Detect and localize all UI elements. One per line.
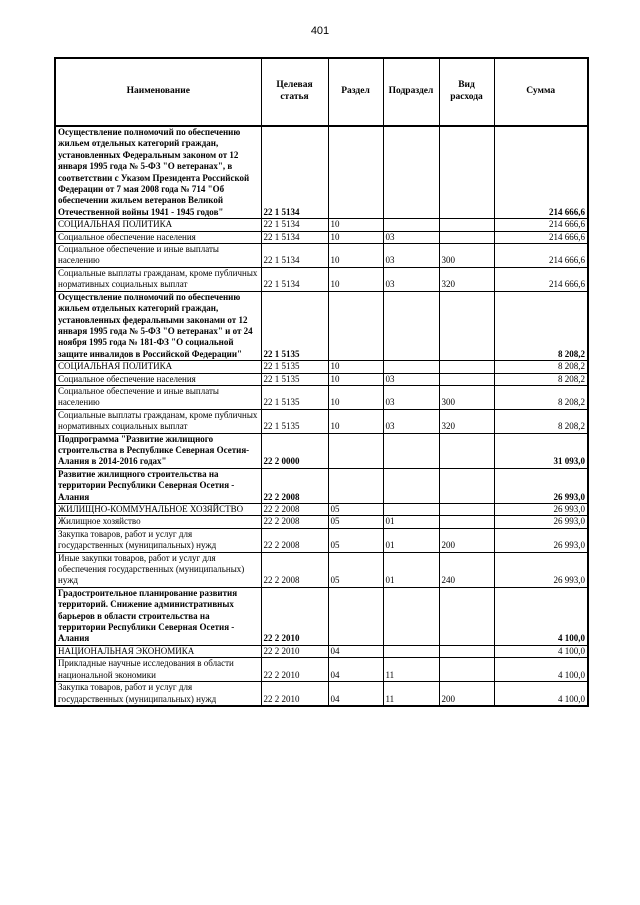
header-sum: Сумма bbox=[494, 58, 588, 126]
cell-target: 22 1 5135 bbox=[261, 291, 328, 360]
cell-sum: 26 993,0 bbox=[494, 468, 588, 503]
cell-name: Подпрограмма "Развитие жилищного строительства в Республике Северная Осетия-Алания в 2014-2016 годах" bbox=[55, 433, 261, 468]
header-expense-type: Вид расхода bbox=[439, 58, 494, 126]
cell-section bbox=[328, 433, 383, 468]
cell-section: 10 bbox=[328, 231, 383, 243]
table-row bbox=[55, 587, 588, 645]
table-row bbox=[55, 373, 588, 385]
cell-expense-type: 320 bbox=[439, 267, 494, 291]
cell-sum: 26 993,0 bbox=[494, 552, 588, 587]
cell-target: 22 2 0000 bbox=[261, 433, 328, 468]
table-row bbox=[55, 409, 588, 433]
cell-target: 22 1 5134 bbox=[261, 126, 328, 219]
header-subsection: Подраздел bbox=[383, 58, 439, 126]
cell-name: Закупка товаров, работ и услуг для государственных (муниципальных) нужд bbox=[55, 682, 261, 706]
table-row bbox=[55, 658, 588, 682]
cell-sum: 8 208,2 bbox=[494, 361, 588, 373]
cell-expense-type bbox=[439, 291, 494, 360]
table-row bbox=[55, 361, 588, 373]
cell-sum: 8 208,2 bbox=[494, 373, 588, 385]
cell-name: Закупка товаров, работ и услуг для государственных (муниципальных) нужд bbox=[55, 528, 261, 552]
cell-sum: 4 100,0 bbox=[494, 682, 588, 706]
cell-target: 22 2 2008 bbox=[261, 516, 328, 528]
cell-section: 04 bbox=[328, 645, 383, 657]
budget-table bbox=[54, 57, 589, 707]
cell-sum: 214 666,6 bbox=[494, 267, 588, 291]
cell-section: 05 bbox=[328, 504, 383, 516]
cell-sum: 8 208,2 bbox=[494, 385, 588, 409]
cell-target: 22 2 2008 bbox=[261, 552, 328, 587]
cell-expense-type bbox=[439, 504, 494, 516]
cell-expense-type bbox=[439, 468, 494, 503]
cell-subsection bbox=[383, 361, 439, 373]
cell-section bbox=[328, 291, 383, 360]
cell-name: НАЦИОНАЛЬНАЯ ЭКОНОМИКА bbox=[55, 645, 261, 657]
cell-sum: 214 666,6 bbox=[494, 231, 588, 243]
cell-subsection bbox=[383, 219, 439, 231]
table-row bbox=[55, 267, 588, 291]
page-number: 401 bbox=[310, 25, 330, 37]
cell-name: Социальное обеспечение населения bbox=[55, 373, 261, 385]
cell-expense-type bbox=[439, 219, 494, 231]
cell-name: СОЦИАЛЬНАЯ ПОЛИТИКА bbox=[55, 219, 261, 231]
table-row bbox=[55, 468, 588, 503]
table-row bbox=[55, 645, 588, 657]
header-target: Целевая статья bbox=[261, 58, 328, 126]
cell-name: Прикладные научные исследования в области национальной экономики bbox=[55, 658, 261, 682]
table-row bbox=[55, 126, 588, 219]
cell-subsection: 03 bbox=[383, 409, 439, 433]
cell-expense-type: 200 bbox=[439, 528, 494, 552]
cell-name: ЖИЛИЩНО-КОММУНАЛЬНОЕ ХОЗЯЙСТВО bbox=[55, 504, 261, 516]
cell-subsection: 11 bbox=[383, 658, 439, 682]
cell-sum: 214 666,6 bbox=[494, 244, 588, 268]
cell-expense-type bbox=[439, 516, 494, 528]
cell-subsection: 01 bbox=[383, 516, 439, 528]
cell-name: Социальные выплаты гражданам, кроме публичных нормативных социальных выплат bbox=[55, 409, 261, 433]
cell-target: 22 1 5134 bbox=[261, 219, 328, 231]
cell-expense-type: 300 bbox=[439, 244, 494, 268]
cell-sum: 26 993,0 bbox=[494, 504, 588, 516]
cell-section: 10 bbox=[328, 219, 383, 231]
cell-subsection: 11 bbox=[383, 682, 439, 706]
cell-section: 04 bbox=[328, 682, 383, 706]
cell-subsection: 01 bbox=[383, 528, 439, 552]
cell-subsection bbox=[383, 645, 439, 657]
cell-sum: 26 993,0 bbox=[494, 528, 588, 552]
table-row bbox=[55, 433, 588, 468]
cell-section: 05 bbox=[328, 552, 383, 587]
cell-subsection: 01 bbox=[383, 552, 439, 587]
cell-target: 22 1 5134 bbox=[261, 244, 328, 268]
cell-sum: 214 666,6 bbox=[494, 219, 588, 231]
table-row bbox=[55, 385, 588, 409]
cell-target: 22 2 2010 bbox=[261, 645, 328, 657]
cell-section: 10 bbox=[328, 409, 383, 433]
table-row bbox=[55, 516, 588, 528]
cell-name: Осуществление полномочий по обеспечению жильем отдельных категорий граждан, установленных Федеральным законом от 12 января 1995 года № 5-ФЗ "О ветеранах", в соответствии с Указом Президента Российской Федерации от 7 мая 2008 года № 714 "Об обеспечении жильем ветеранов Великой Отечественной войны 1941 - 1945 годов" bbox=[55, 126, 261, 219]
cell-name: Жилищное хозяйство bbox=[55, 516, 261, 528]
cell-expense-type bbox=[439, 645, 494, 657]
cell-subsection bbox=[383, 587, 439, 645]
cell-section: 10 bbox=[328, 373, 383, 385]
table-row bbox=[55, 552, 588, 587]
header-name: Наименование bbox=[55, 58, 261, 126]
cell-expense-type: 320 bbox=[439, 409, 494, 433]
cell-target: 22 2 2010 bbox=[261, 682, 328, 706]
cell-expense-type bbox=[439, 587, 494, 645]
cell-expense-type: 240 bbox=[439, 552, 494, 587]
table-row bbox=[55, 219, 588, 231]
cell-name: Социальное обеспечение населения bbox=[55, 231, 261, 243]
cell-expense-type: 200 bbox=[439, 682, 494, 706]
table-row bbox=[55, 244, 588, 268]
cell-subsection: 03 bbox=[383, 267, 439, 291]
cell-name: Социальные выплаты гражданам, кроме публичных нормативных социальных выплат bbox=[55, 267, 261, 291]
cell-sum: 4 100,0 bbox=[494, 658, 588, 682]
header-section: Раздел bbox=[328, 58, 383, 126]
cell-target: 22 2 2008 bbox=[261, 468, 328, 503]
cell-subsection: 03 bbox=[383, 231, 439, 243]
cell-section: 05 bbox=[328, 516, 383, 528]
cell-name: СОЦИАЛЬНАЯ ПОЛИТИКА bbox=[55, 361, 261, 373]
cell-target: 22 2 2010 bbox=[261, 587, 328, 645]
cell-expense-type bbox=[439, 231, 494, 243]
cell-subsection: 03 bbox=[383, 244, 439, 268]
cell-target: 22 2 2010 bbox=[261, 658, 328, 682]
cell-name: Градостроительное планирование развития территорий. Снижение административных барьеров в области строительства на территории Республики Северная Осетия - Алания bbox=[55, 587, 261, 645]
cell-name: Осуществление полномочий по обеспечению жильем отдельных категорий граждан, установленных федеральными законами от 12 января 1995 года № 5-ФЗ "О ветеранах" и от 24 ноября 1995 года № 181-ФЗ "О социальной защите инвалидов в Российской Федерации" bbox=[55, 291, 261, 360]
table-row bbox=[55, 504, 588, 516]
cell-section: 05 bbox=[328, 528, 383, 552]
cell-section: 10 bbox=[328, 267, 383, 291]
cell-subsection bbox=[383, 504, 439, 516]
table-row bbox=[55, 682, 588, 706]
cell-name: Социальное обеспечение и иные выплаты населению bbox=[55, 244, 261, 268]
cell-subsection: 03 bbox=[383, 385, 439, 409]
cell-subsection bbox=[383, 468, 439, 503]
cell-name: Развитие жилищного строительства на территории Республики Северная Осетия - Алания bbox=[55, 468, 261, 503]
cell-target: 22 1 5134 bbox=[261, 267, 328, 291]
table-row bbox=[55, 291, 588, 360]
cell-target: 22 1 5135 bbox=[261, 385, 328, 409]
cell-name: Социальное обеспечение и иные выплаты населению bbox=[55, 385, 261, 409]
cell-target: 22 1 5135 bbox=[261, 361, 328, 373]
table-row bbox=[55, 231, 588, 243]
cell-section bbox=[328, 587, 383, 645]
cell-expense-type bbox=[439, 658, 494, 682]
cell-subsection bbox=[383, 433, 439, 468]
cell-target: 22 1 5134 bbox=[261, 231, 328, 243]
cell-target: 22 1 5135 bbox=[261, 373, 328, 385]
cell-subsection: 03 bbox=[383, 373, 439, 385]
cell-expense-type bbox=[439, 126, 494, 219]
cell-target: 22 2 2008 bbox=[261, 528, 328, 552]
cell-name: Иные закупки товаров, работ и услуг для обеспечения государственных (муниципальных) нужд bbox=[55, 552, 261, 587]
cell-subsection bbox=[383, 126, 439, 219]
cell-expense-type bbox=[439, 361, 494, 373]
cell-sum: 31 093,0 bbox=[494, 433, 588, 468]
cell-section: 10 bbox=[328, 244, 383, 268]
cell-section: 10 bbox=[328, 385, 383, 409]
cell-sum: 8 208,2 bbox=[494, 409, 588, 433]
cell-target: 22 1 5135 bbox=[261, 409, 328, 433]
cell-sum: 26 993,0 bbox=[494, 516, 588, 528]
cell-target: 22 2 2008 bbox=[261, 504, 328, 516]
cell-expense-type: 300 bbox=[439, 385, 494, 409]
cell-section bbox=[328, 468, 383, 503]
cell-sum: 8 208,2 bbox=[494, 291, 588, 360]
table-header-row bbox=[55, 58, 588, 126]
cell-expense-type bbox=[439, 433, 494, 468]
cell-sum: 214 666,6 bbox=[494, 126, 588, 219]
table-row bbox=[55, 528, 588, 552]
cell-section: 04 bbox=[328, 658, 383, 682]
cell-section bbox=[328, 126, 383, 219]
cell-expense-type bbox=[439, 373, 494, 385]
cell-sum: 4 100,0 bbox=[494, 587, 588, 645]
cell-section: 10 bbox=[328, 361, 383, 373]
cell-subsection bbox=[383, 291, 439, 360]
cell-sum: 4 100,0 bbox=[494, 645, 588, 657]
